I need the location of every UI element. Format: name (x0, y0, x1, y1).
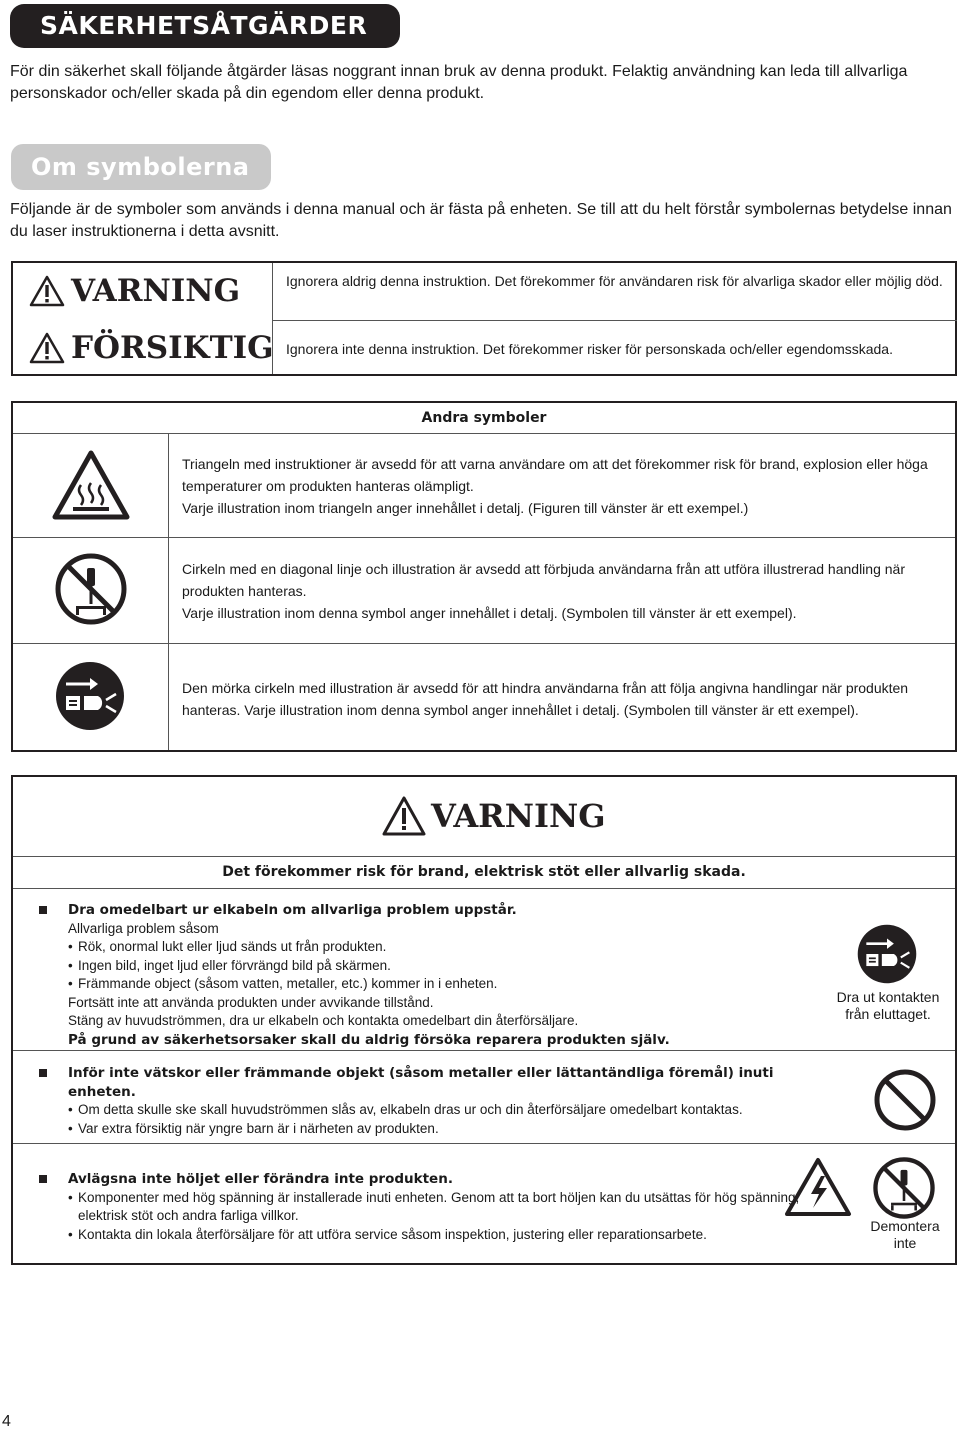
warning-item (39, 1064, 819, 1138)
other-symbol-desc: Triangeln med instruktioner är avsedd för att varna användare om att det förekommer risk för brand, explosion eller höga temperaturer om produkten hanteras olämpligt. Varje illustration inom triangeln anger innehållet i detalj. (Figuren till vänster är ett exempel.) (182, 456, 928, 516)
prohibition-icon (873, 1068, 937, 1132)
hot-surface-triangle-icon (51, 449, 131, 521)
section-title-symbols: Om symbolerna (11, 144, 271, 190)
other-symbols-table (11, 401, 957, 752)
level-description: Ignorera inte denna instruktion. Det förekommer risker för personskada och/eller egendomsskada. (286, 341, 893, 357)
icon-caption: Demontera inte (870, 1218, 940, 1251)
unplug-icon (54, 660, 126, 732)
other-symbol-desc: Cirkeln med en diagonal linje och illustration är avsedd att förbjuda användarna från att utföra illustrerad handling när produkten hanteras. Varje illustration inom denna symbol anger innehållet i detalj. (Symbolen till vänster är ett exempel). (182, 561, 905, 621)
warning-item-heading: Avlägsna inte höljet eller förändra inte produkten. (39, 1170, 819, 1189)
level-forsiktig (29, 330, 274, 366)
emphasis-text: På grund av säkerhetsorsaker skall du aldrig försöka reparera produkten själv. (68, 1031, 670, 1048)
warning-triangle-icon (29, 332, 65, 364)
icon-caption: Dra ut kontakten från eluttaget. (836, 989, 940, 1022)
warning-item-heading: Dra omedelbart ur elkabeln om allvarliga problem uppstår. (39, 901, 819, 920)
list-item: • Ingen bild, inget ljud eller förvrängd bild på skärmen. (39, 957, 819, 976)
warning-section-label: VARNING (381, 795, 606, 837)
level-label: FÖRSIKTIG (71, 330, 274, 366)
level-description: Ignorera aldrig denna instruktion. Det förekommer för användaren risk för alvarliga skador eller möjlig död. (286, 273, 943, 289)
level-label: VARNING (71, 273, 241, 309)
level-varning (29, 273, 240, 309)
list-item: • Rök, onormal lukt eller ljud sänds ut från produkten. (39, 938, 819, 957)
list-item: • Främmande object (såsom vatten, metaller, etc.) kommer in i enheten. (39, 975, 819, 994)
list-item: • Var extra försiktig när yngre barn är i närheten av produkten. (39, 1120, 819, 1139)
page-title: SÄKERHETSÅTGÄRDER (10, 4, 400, 48)
warning-levels-table (11, 261, 957, 376)
list-item: • Komponenter med hög spänning är installerade inuti enheten. Genom att ta bort höljen kan du utsättas för hög spänning, elektrisk stöt och andra farliga villkor. (39, 1189, 819, 1226)
page-number: 4 (2, 1413, 11, 1430)
list-item: • Om detta skulle ske skall huvudströmmen slås av, elkabeln dras ur och din återförsäljare omedelbart kontaktas. (39, 1101, 819, 1120)
warning-triangle-icon (381, 795, 427, 837)
warning-item-heading: Inför inte vätskor eller främmande objekt (såsom metaller eller lättantändliga föremål) inuti enheten. (39, 1064, 819, 1101)
other-symbols-heading: Andra symboler (13, 403, 955, 434)
intro-text: För din säkerhet skall följande åtgärder läsas noggrant innan bruk av denna produkt. Felaktig användning kan leda till allvarliga personskador och/eller skada på din egendom eller denna produkt. (10, 63, 908, 102)
warning-item (39, 1170, 819, 1244)
no-disassembly-icon (872, 1156, 936, 1220)
list-item: • Kontakta din lokala återförsäljare för att utföra service såsom inspektion, justering eller reparationsarbete. (39, 1226, 819, 1245)
warning-triangle-icon (29, 275, 65, 307)
warning-subheading: Det förekommer risk för brand, elektrisk stöt eller allvarlig skada. (222, 864, 746, 880)
warning-section (11, 775, 957, 1265)
high-voltage-triangle-icon (783, 1156, 853, 1218)
unplug-icon (856, 923, 918, 985)
symbols-intro-text: Följande är de symboler som används i denna manual och är fästa på enheten. Se till att du helt förstår symbolernas betydelse innan du laser instruktionerna i detta avsnitt. (10, 201, 952, 240)
no-disassembly-icon (54, 552, 128, 626)
warning-item: Dra omedelbart ur elkabeln om allvarliga problem uppstår. Allvarliga problem såsom • Rök, onormal lukt eller ljud sänds ut från produkten. • Ingen bild, inget ljud eller förvrängd bild på skärmen. • Främmande object (såsom vatten, metaller, etc.) kommer in i enheten. Fortsätt inte att använda produkten under avvikande tillstånd. Stäng av huvudströmmen, dra ur elkabeln och kontakta omedelbart din återförsäljare. På grund av säkerhetsorsaker skall du aldrig försöka reparera produkten själv. (39, 901, 819, 1049)
other-symbol-desc: Den mörka cirkeln med illustration är avsedd för att hindra användarna från att följa angivna handlingar när produkten hanteras. Varje illustration inom denna symbol anger innehållet i detalj. (Symbolen till vänster är ett exempel). (182, 680, 909, 718)
